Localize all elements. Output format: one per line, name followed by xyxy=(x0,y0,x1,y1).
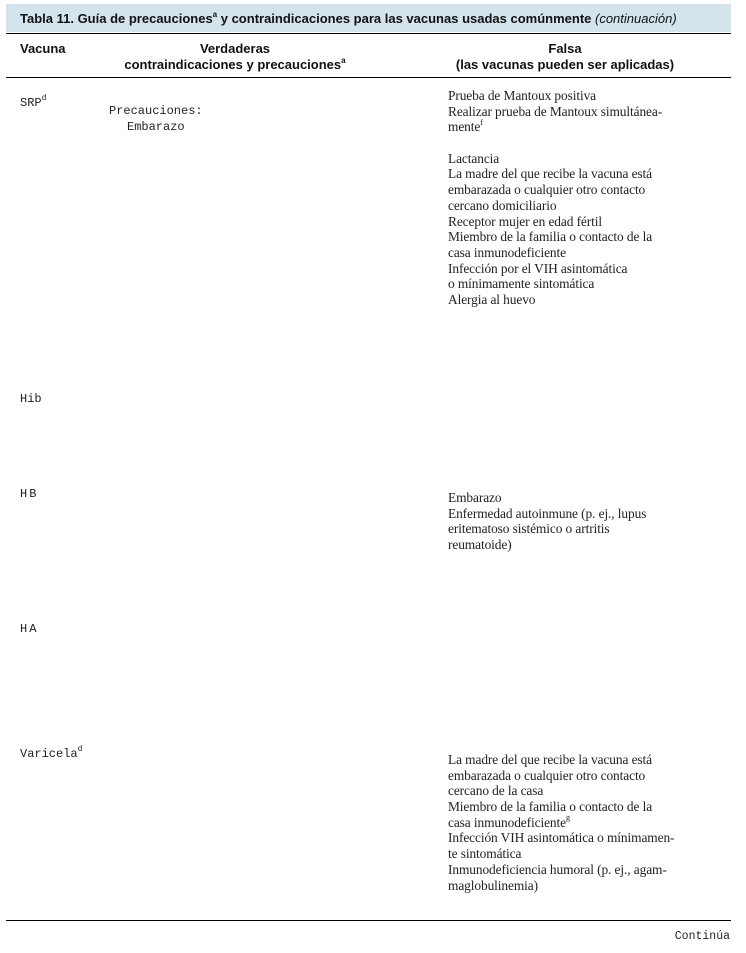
title-text: Tabla 11. Guía de precauciones xyxy=(20,11,213,26)
false-item: eritematoso sistémico o artritis xyxy=(448,521,610,537)
false-item: reumatoide) xyxy=(448,537,512,553)
header-verdaderas-line2: contraindicaciones y precauciones$^a$ xyxy=(124,55,346,72)
false-item: La madre del que recibe la vacuna está xyxy=(448,752,653,767)
continues-label: Continúa xyxy=(674,930,730,943)
precautions-label: Precauciones: xyxy=(109,104,203,118)
footnote-marker: d xyxy=(41,94,47,103)
row-varicela-false xyxy=(448,752,674,893)
header-bottom-rule xyxy=(6,77,731,78)
false-item: embarazada o cualquier otro contacto xyxy=(448,182,646,198)
false-item: Miembro de la familia o contacto de la xyxy=(448,229,653,245)
row-ha-vaccine: HA xyxy=(20,622,39,636)
false-item: Miembro de la familia o contacto de la xyxy=(448,799,653,815)
false-item: casa inmunodeficiente xyxy=(448,244,566,260)
header-verdaderas xyxy=(110,41,360,73)
false-item: mente$^f$ xyxy=(448,117,483,135)
false-item: Inmunodeficiencia humoral (p. ej., agam- xyxy=(448,861,667,877)
false-item: Embarazo xyxy=(448,490,502,505)
false-item: Infección por el VIH asintomática xyxy=(448,260,628,276)
false-item: Infección VIH asintomática o mínimamen- xyxy=(448,830,675,846)
table-title xyxy=(6,4,731,32)
title-text-middle: y contraindicaciones para las vacunas usadas comúnmente xyxy=(217,11,595,26)
false-item: Alergia al huevo xyxy=(448,291,536,307)
header-vacuna: Vacuna xyxy=(20,41,66,56)
header-falsa-line1: Falsa xyxy=(548,41,582,56)
false-item: cercano de la casa xyxy=(448,783,544,799)
false-item: La madre del que recibe la vacuna está xyxy=(448,166,653,182)
false-item: casa inmunodeficiente$^g$ xyxy=(448,813,570,830)
row-varicela-vaccine: Varicela$^d$ xyxy=(20,745,83,761)
table-bottom-rule xyxy=(6,920,731,921)
false-item: maglobulinemia) xyxy=(448,877,538,893)
row-hb-false xyxy=(448,490,646,553)
false-item: te sintomática xyxy=(448,846,522,862)
header-top-rule xyxy=(6,33,731,34)
header-verdaderas-line1: Verdaderas xyxy=(199,41,271,56)
false-item: Enfermedad autoinmune (p. ej., lupus xyxy=(448,505,647,521)
false-item: Realizar prueba de Mantoux simultánea- xyxy=(448,103,663,119)
title-footnote-marker: a xyxy=(212,9,218,19)
false-item: cercano domiciliario xyxy=(448,197,557,213)
row-hb-vaccine: HB xyxy=(20,487,39,501)
header-falsa-line2: (las vacunas pueden ser aplicadas) xyxy=(455,57,675,72)
false-item: Prueba de Mantoux positiva xyxy=(448,88,597,103)
false-item: o mínimamente sintomática xyxy=(448,276,595,292)
row-srp-vaccine: SRP$^d$ xyxy=(20,94,47,110)
footnote-marker: g xyxy=(566,813,570,823)
false-item: Receptor mujer en edad fértil xyxy=(448,213,602,229)
false-item: Lactancia xyxy=(448,150,500,166)
title-continuation: (continuación) xyxy=(595,11,677,26)
precaution-item: Embarazo xyxy=(127,119,185,134)
header-footnote-marker: a xyxy=(341,55,346,65)
row-hib-vaccine: Hib xyxy=(20,392,42,406)
footnote-marker: d xyxy=(77,745,83,754)
footnote-marker: f xyxy=(480,117,483,127)
false-item: embarazada o cualquier otro contacto xyxy=(448,767,646,783)
row-srp-false xyxy=(448,88,662,308)
header-falsa xyxy=(440,41,690,73)
row-srp-true xyxy=(109,104,203,135)
